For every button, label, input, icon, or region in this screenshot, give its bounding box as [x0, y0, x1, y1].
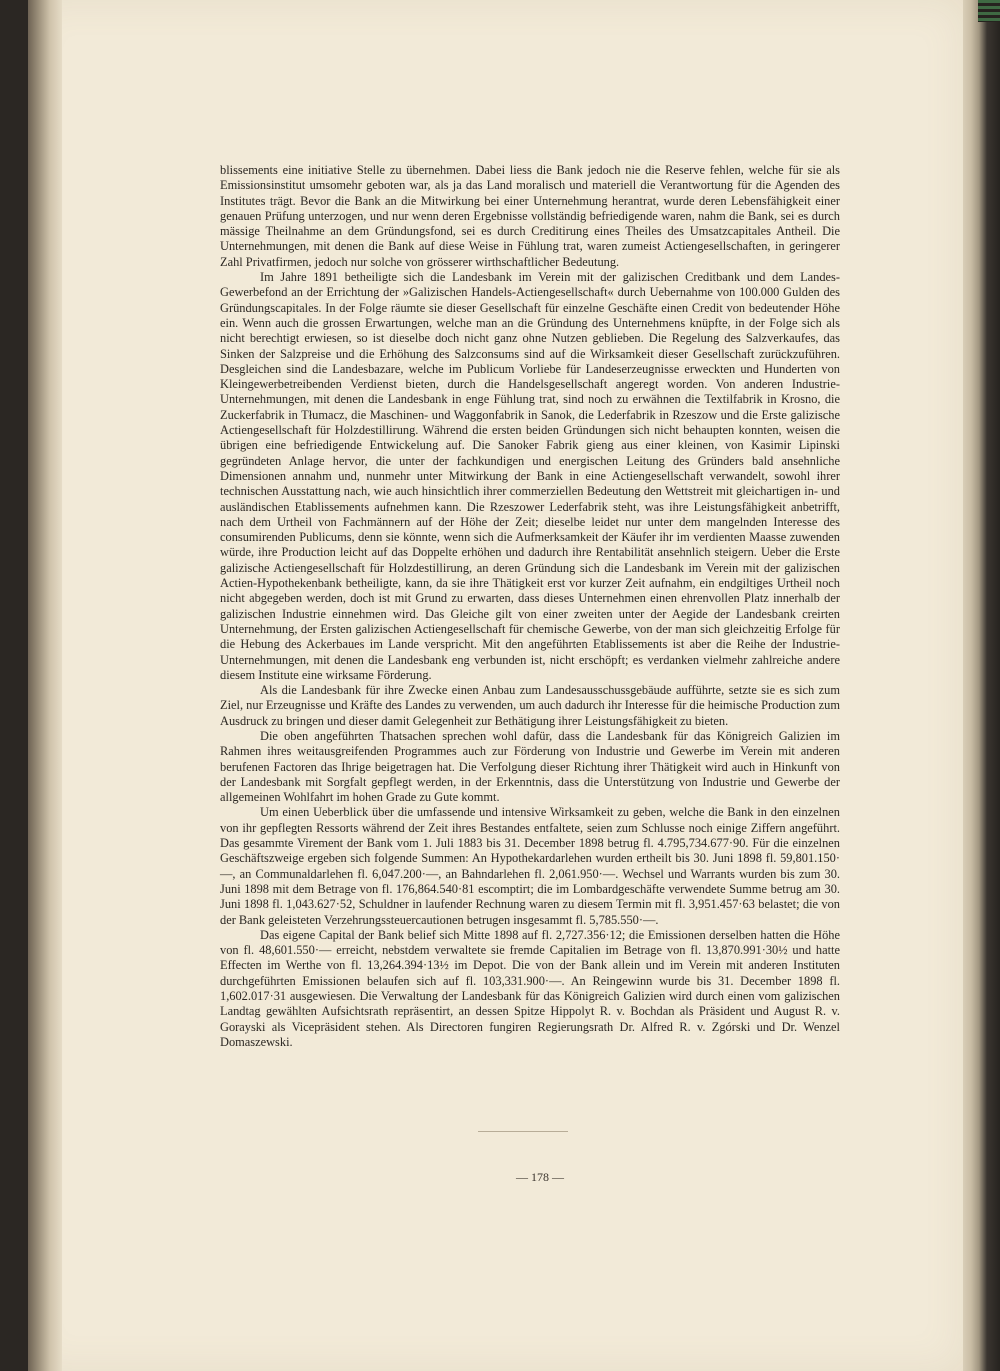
page-number: — 178 —: [516, 1170, 564, 1184]
paragraph: Die oben angeführten Thatsachen sprechen wohl dafür, dass die Landesbank für das Königreich Galizien im Rahmen ihres weitausgreifenden Programmes auch zur Förderung von Industrie und Gewerbe im Verein mit anderen berufenen Factoren das Ihrige beigetragen hat. Die Verfolgung dieser Richtung ihrer Thätigkeit wird auch in Hinkunft von der Landesbank mit Sorgfalt gepflegt werden, in der Erkenntnis, dass die Unterstützung von Industrie und Gewerbe der allgemeinen Wohlfahrt im hohen Grade zu Gute kommt.: [220, 728, 840, 805]
paragraph: blissements eine initiative Stelle zu übernehmen. Dabei liess die Bank jedoch nie die Reserve fehlen, welche für sie als Emissionsinstitut umsomehr geboten war, als ja das Land moralisch und materiell die Verantwortung für die Agenden des Institutes trägt. Bevor die Bank an die Mitwirkung bei einer Unternehmung herantrat, wurde deren Lebensfähigkeit einer genauen Prüfung unterzogen, und nur wenn deren Ergebnisse vollständig befriedigende waren, nahm die Bank, sei es durch mässige Theilnahme an dem Gründungsfond, sei es durch Creditirung eines Theiles des Umsatzcapitales Antheil. Die Unternehmungen, mit denen die Bank auf diese Weise in Fühlung trat, waren zumeist Actiengesellschaften, in geringerer Zahl Privatfirmen, jedoch nur solche von grösserer wirthschaftlicher Bedeutung.: [220, 163, 840, 269]
page-edge: [963, 0, 1000, 1371]
body-text: [220, 163, 840, 1050]
paragraph: Das eigene Capital der Bank belief sich Mitte 1898 auf fl. 2,727.356·12; die Emissionen derselben hatten die Höhe von fl. 48,601.550·— erreicht, nebstdem verwaltete sie fremde Capitalien im Betrage von fl. 13,870.991·30½ und hatte Effecten im Werthe von fl. 13,264.394·13½ im Depot. Die von der Bank allein und im Verein mit anderen Instituten durchgeführten Emissionen belaufen sich auf fl. 103,331.900·—. An Reingewinn wurde bis 31. December 1898 fl. 1,602.017·31 ausgewiesen. Die Verwaltung der Landesbank für das Königreich Galizien wird durch einen vom galizischen Landtag gewählten Aufsichtsrath repräsentirt, an dessen Spitze Hippolyt R. v. Bochdan als Präsident und August R. v. Gorayski als Vicepräsident stehen. Als Directoren fungiren Regierungsrath Dr. Alfred R. v. Zgórski und Dr. Wenzel Domaszewski.: [220, 927, 840, 1049]
edge-marker: [978, 0, 1000, 22]
end-rule: [478, 1131, 568, 1132]
paragraph: Als die Landesbank für ihre Zwecke einen Anbau zum Landesausschussgebäude aufführte, setzte sie es sich zum Ziel, nur Erzeugnisse und Kräfte des Landes zu verwenden, um auch dadurch ihr Interesse für die heimische Production zum Ausdruck zu bringen und dieser damit Gelegenheit zur Bethätigung ihrer Leistungsfähigkeit zu bieten.: [220, 683, 840, 728]
paragraph: Im Jahre 1891 betheiligte sich die Landesbank im Verein mit der galizischen Creditbank und dem Landes-Gewerbefond an der Errichtung der »Galizischen Handels-Actiengesellschaft« durch Uebernahme von 100.000 Gulden des Gründungscapitales. In der Folge räumte sie dieser Gesellschaft für einzelne Geschäfte einen Credit von bedeutender Höhe ein. Wenn auch die grossen Erwartungen, welche man an die Gründung des Unternehmens knüpfte, in der Folge sich als nicht berechtigt erwiesen, so ist dieselbe doch nicht ganz ohne Nutzen geblieben. Die Regelung des Salzverkaufes, das Sinken der Salzpreise und die Erhöhung des Salzconsums sind auf die Wirksamkeit dieser Gesellschaft zurückzuführen. Desgleichen sind die Landesbazare, welche im Publicum Vorliebe für Landeserzeugnisse erweckten und Hunderten von Kleingewerbetreibenden Verdienst bieten, durch die Handelsgesellschaft angeregt worden. Von anderen Industrie-Unternehmungen, mit denen die Landesbank in enge Fühlung trat, sind noch zu erwähnen die Textilfabrik in Krosno, die Zuckerfabrik in Tłumacz, die Maschinen- und Waggonfabrik in Sanok, die Lederfabrik in Rzeszow und die Erste galizische Actiengesellschaft für Holzdestillirung. Während die ersten beiden Gründungen sich nicht behaupten konnten, weisen die übrigen eine befriedigende Entwickelung auf. Die Sanoker Fabrik gieng aus einer kleinen, von Kasimir Lipinski gegründeten Anlage hervor, die unter der fachkundigen und energischen Leitung des Gründers bald ansehnliche Dimensionen annahm und, nunmehr unter Mitwirkung der Bank in eine Actiengesellschaft verwandelt, sowohl ihrer technischen Ausstattung nach, wie auch hinsichtlich ihrer commerziellen Bedeutung den Wettstreit mit gleichartigen in- und ausländischen Etablissements aufnehmen kann. Die Rzeszower Lederfabrik steht, was ihre Leistungsfähigkeit anbetrifft, nach dem Urtheil von Fachmännern auf der Höhe der Zeit; dieselbe leidet nur unter dem mangelnden Interesse des consumirenden Publicums, denn sie könnte, wenn sich die Aufmerksamkeit der Käufer ihr im verdienten Maasse zuwenden würde, ihre Production leicht auf das Doppelte erhöhen und dadurch ihre Rentabilität ansehnlich steigern. Ueber die Erste galizische Actiengesellschaft für Holzdestillirung, an deren Gründung sich die Landesbank im Verein mit der galizischen Actien-Hypothekenbank betheiligte, kann, da sie ihre Thätigkeit erst vor kurzer Zeit aufnahm, ein endgiltiges Urtheil noch nicht abgegeben werden, doch ist mit Grund zu erwarten, dass dieses Unternehmen einen ehrenvollen Platz innerhalb der galizischen Industrie einnehmen wird. Das Gleiche gilt von einer zweiten unter der Aegide der Landesbank creirten Unternehmung, der Ersten galizischen Actiengesellschaft für chemische Gewerbe, von der man sich gleichzeitig Erfolge für die Hebung des Ackerbaues im Lande verspricht. Mit den angeführten Etablissements ist aber die Reihe der Industrie-Unternehmungen, mit denen die Landesbank eng verbunden ist, nicht erschöpft; es verdanken vielmehr zahlreiche andere diesem Institute eine wirksame Förderung.: [220, 270, 840, 682]
paragraph: Um einen Ueberblick über die umfassende und intensive Wirksamkeit zu geben, welche die Bank in den einzelnen von ihr gepflegten Ressorts während der Zeit ihres Bestandes entfaltete, seien zum Schlusse noch einige Ziffern angeführt. Das gesammte Virement der Bank vom 1. Juli 1883 bis 31. December 1898 betrug fl. 4.795,734.677·90. Für die einzelnen Geschäftszweige ergeben sich folgende Summen: An Hypothekardarlehen wurden ertheilt bis 30. Juni 1898 fl. 59,801.150·—, an Communaldarlehen fl. 6,047.200·—, an Bahndarlehen fl. 2,061.950·—. Wechsel und Warrants wurden bis zum 30. Juni 1898 mit dem Betrage von fl. 176,864.540·81 escomptirt; die im Lombardgeschäfte verwendete Summe betrug am 30. Juni 1898 fl. 1,043.627·52, Schuldner in laufender Rechnung waren zu diesem Termin mit fl. 3,951.457·63 belastet; die von der Bank geleisteten Verzehrungssteuercautionen betrugen insgesammt fl. 5,785.550·—.: [220, 805, 840, 927]
book-spine-shadow: [28, 0, 62, 1371]
